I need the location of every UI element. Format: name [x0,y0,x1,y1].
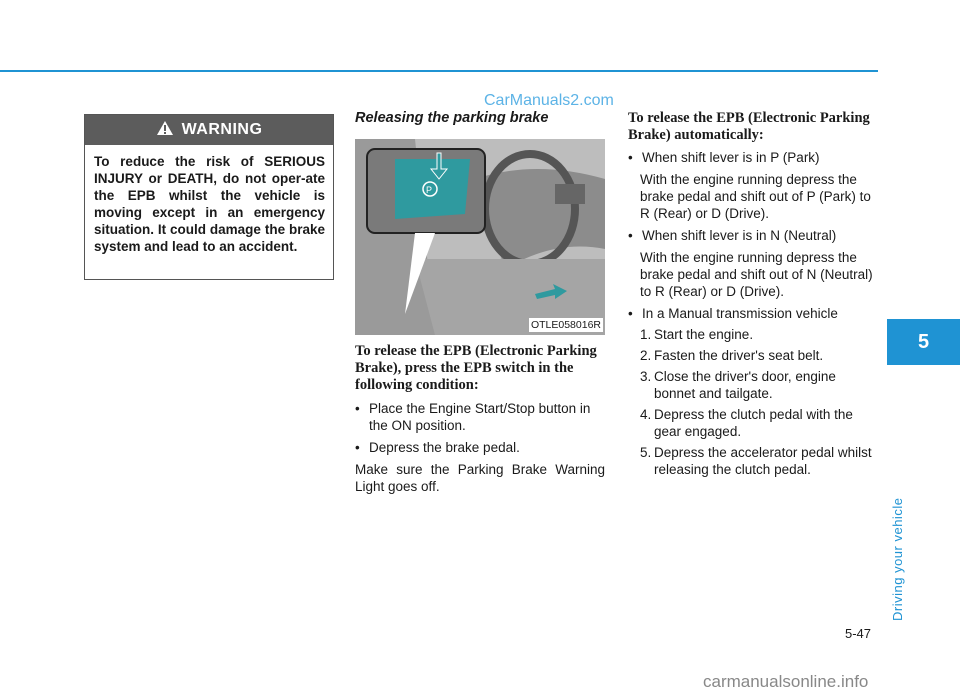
watermark-top[interactable]: CarManuals2.com [484,92,614,109]
watermark-bottom[interactable]: carmanualsonline.info [703,672,869,691]
warning-text: To reduce the risk of SERIOUS INJURY or DEATH, do not oper-ate the EPB whilst the vehicle is moving except in an emergency situation. It could damage the brake system and lead to an accident. [94,154,325,254]
epb-photo [355,139,605,335]
dashboard-illustration [355,139,605,335]
step-text: Close the driver's door, engine bonnet and tailgate. [654,369,836,401]
warning-triangle-icon [156,120,174,141]
list-item-text: With the engine running depress the brake pedal and shift out of P (Park) to R (Rear) or D (Drive). [640,172,871,221]
step-number: 1. [640,327,652,342]
step-item [628,326,878,343]
subheading-auto-release: To release the EPB (Electronic Parking Brake) automatically: [628,110,870,143]
section-heading: Releasing the parking brake [355,110,549,126]
list-item-text: With the engine running depress the brake pedal and shift out of N (Neutral) to R (Rear) or D (Drive). [640,250,873,299]
step-number: 5. [640,445,652,460]
column-middle [355,110,605,126]
step-number: 2. [640,348,652,363]
list-item: • In a Manual transmission vehicle [628,305,878,322]
list-item: • When shift lever is in P (Park) [628,149,878,166]
warning-box [84,114,334,280]
note-text: Make sure the Parking Brake Warning Light goes off. [355,462,605,494]
photo-code: OTLE058016R [530,319,601,331]
chapter-label [888,497,912,621]
warning-title: WARNING [181,121,263,138]
step-number: 3. [640,369,652,384]
column-right [628,110,878,478]
step-item [628,444,878,478]
header-rule [0,70,878,72]
step-text: Depress the clutch pedal with the gear engaged. [654,407,853,439]
svg-text:P: P [426,185,433,195]
step-text: Fasten the driver's seat belt. [654,348,824,363]
list-item: • When shift lever is in N (Neutral) [628,227,878,244]
step-item [628,347,878,364]
step-number: 4. [640,407,652,422]
chapter-tab[interactable]: 5 [887,319,960,365]
step-item [628,368,878,402]
step-text: Start the engine. [654,327,754,342]
page-number: 5-47 [845,626,872,641]
chapter-label-text: Driving your vehicle [890,497,905,621]
column-middle-text [355,343,605,495]
list-item: • Depress the brake pedal. [355,439,605,456]
step-text: Depress the accelerator pedal whilst releasing the clutch pedal. [654,445,872,477]
step-item [628,406,878,440]
subheading-manual-release: To release the EPB (Electronic Parking Brake), press the EPB switch in the following condition: [355,343,597,393]
warning-header [85,115,333,145]
list-item: • Place the Engine Start/Stop button in the ON position. [355,400,605,434]
